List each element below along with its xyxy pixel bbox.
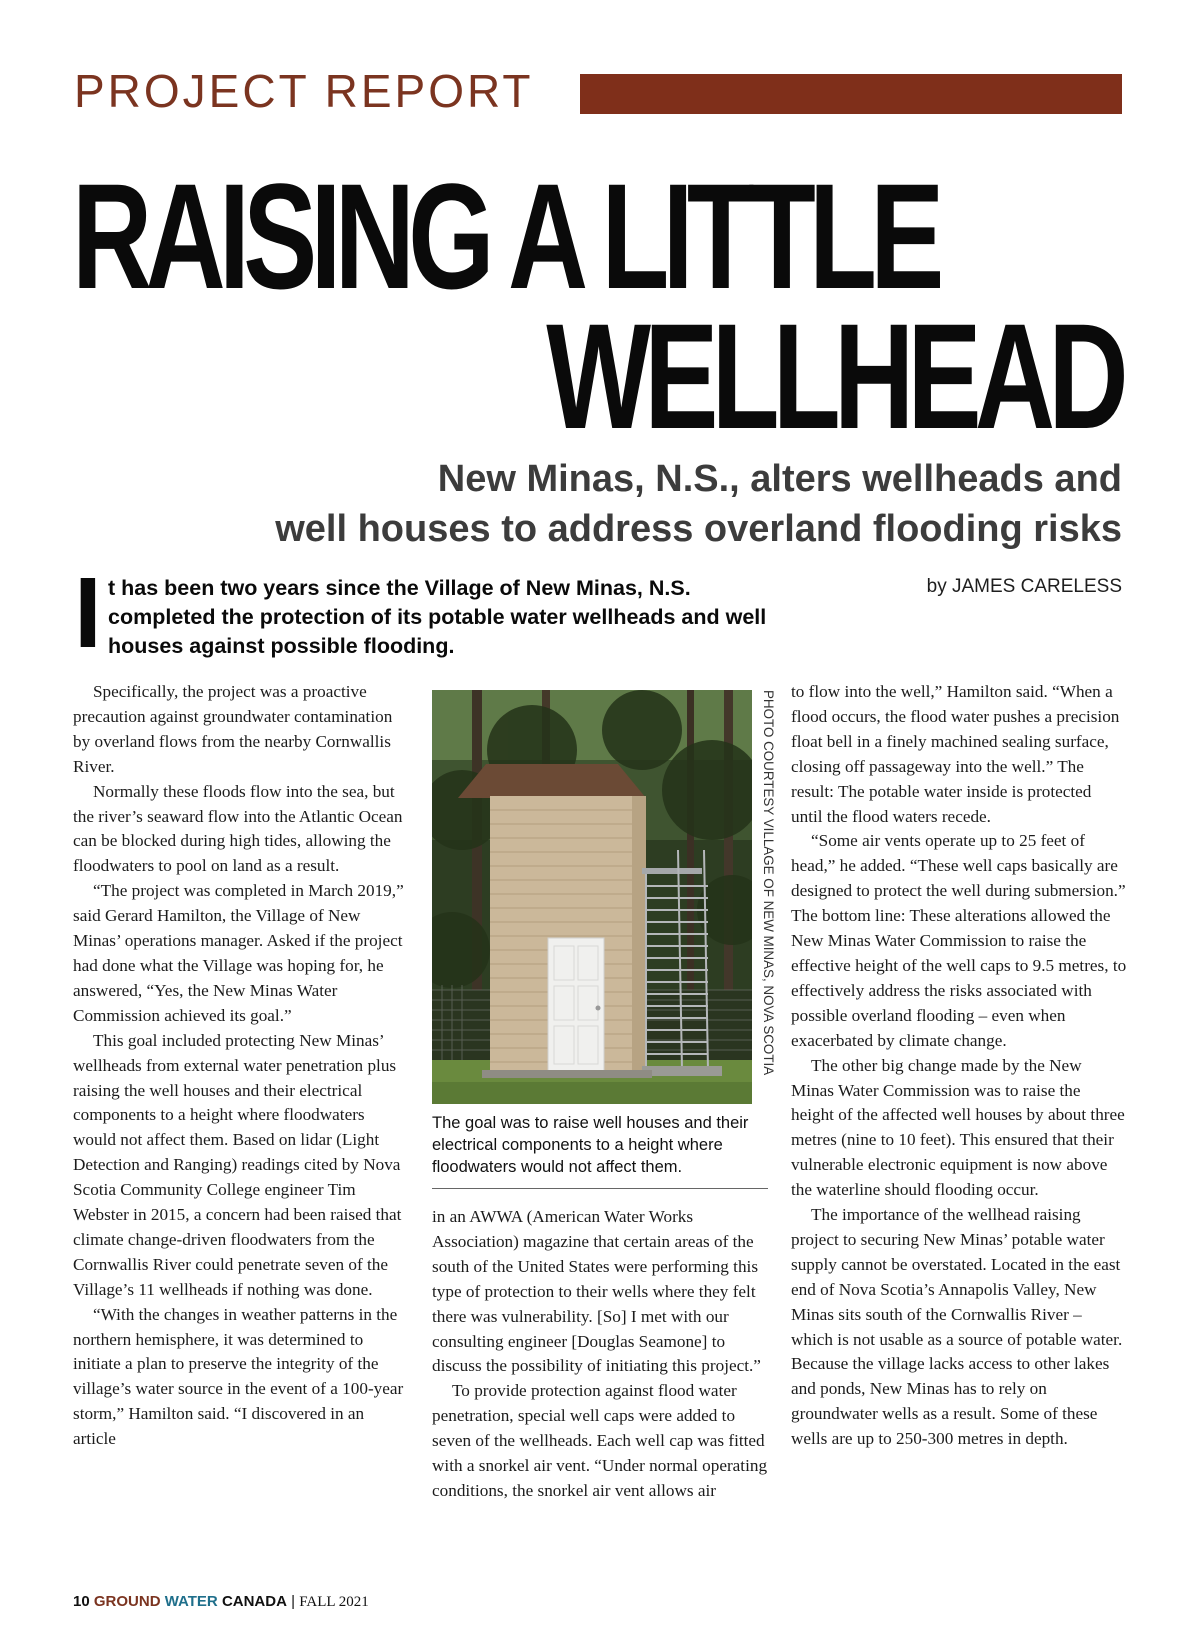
paragraph: Specifically, the project was a proactive precaution against groundwater contamination by overland flows from the nearby Cornwallis River. [73,682,393,776]
subheadline-line-2: well houses to address overland flooding risks [275,508,1122,550]
paragraph: The other big change made by the New Minas Water Commission was to raise the height of the affected well houses by about three metres (nine to 10 feet). This ensured that their vulnerable electronic equipment is now above the waterline should flooding occur. [791,1055,1125,1200]
section-header-bar [580,74,1122,114]
photo-credit-text: PHOTO COURTESY VILLAGE OF NEW MINAS, NOVA SCOTIA [761,690,776,1076]
paragraph: “Some air vents operate up to 25 feet of head,” he added. “These well caps basically are designed to protect the well during submersion.” The bottom line: These alterations allowed the New Minas Water Commission to raise the effective height of the well caps to 9.5 metres, to effectively address the risks associated with possible overland flooding – even when exacerbated by climate change. [791,831,1127,1050]
lede-paragraph: t has been two years since the Village of New Minas, N.S. completed the protection of its potable water wellheads and well houses against possible flooding. [108,576,767,658]
magazine-name-ground: GROUND [93,1593,161,1610]
article-column-2 [432,1205,768,1504]
well-house-photo [432,690,752,1104]
photo-caption: The goal was to raise well houses and their electrical components to a height where floodwaters would not affect them. [432,1114,749,1176]
paragraph: “With the changes in weather patterns in the northern hemisphere, it was determined to initiate a plan to preserve the integrity of the village’s water source in the event of a 100-year storm,” Hamilton said. “I discovered in an article [73,1304,404,1449]
issue-date: FALL 2021 [299,1594,369,1610]
article-column-1 [73,680,409,1452]
footer-separator: | [291,1593,296,1610]
magazine-name-canada: CANADA [221,1593,287,1610]
subheadline [122,454,1122,554]
article-column-3 [791,680,1127,1452]
paragraph: to flow into the well,” Hamilton said. “When a flood occurs, the flood water pushes a precision float bell in a finely machined sealing surface, closing off passageway into the well.” The result: The potable water inside is protected until the flood waters recede. [791,682,1120,826]
paragraph: This goal included protecting New Minas’ wellheads from external water penetration plus raising the well houses and their electrical components to a height where floodwaters would not affect them. Based on lidar (Light Detection and Ranging) readings cited by Nova Scotia Community College engineer Tim Webster in 2015, a concern had been raised that climate change-driven floodwaters from the Cornwallis River could penetrate seven of the Village’s 11 wellheads if nothing was done. [73,1030,402,1299]
magazine-name-water: WATER [164,1593,218,1610]
page-number: 10 [73,1593,90,1610]
paragraph: The importance of the wellhead raising project to securing New Minas’ potable water supply cannot be overstated. Located in the east end of Nova Scotia’s Annapolis Valley, New Minas sits south of the Cornwallis River – which is not usable as a source of potable water. Because the village lacks access to other lakes and ponds, New Minas has to rely on groundwater wells as a result. Some of these wells are up to 250-300 metres in depth. [791,1205,1123,1449]
paragraph: To provide protection against flood water penetration, special well caps were added to seven of the wellheads. Each well cap was fitted with a snorkel air vent. “Under normal operating conditions, the snorkel air vent allows air [432,1381,768,1500]
paragraph: “The project was completed in March 2019,” said Gerard Hamilton, the Village of New Minas’ operations manager. Asked if the project had done what the Village was hoping for, he answered, “Yes, the New Minas Water Commission achieved its goal.” [73,881,404,1025]
photo-credit [757,690,779,1104]
headline-line-1: RAISING A LITTLE [72,152,938,320]
caption-divider [432,1188,768,1189]
paragraph: in an AWWA (American Water Works Association) magazine that certain areas of the south of the United States were performing this type of protection to their wells where they felt there was vulnerability. [So] I met with our consulting engineer [Douglas Seamone] to discuss the possibility of initiating this project.” [432,1207,761,1376]
byline: by JAMES CARELESS [926,576,1122,597]
section-label: PROJECT REPORT [74,65,534,117]
headline-line-2: WELLHEAD [546,292,1122,460]
drop-cap: I [74,557,102,669]
paragraph: Normally these floods flow into the sea, but the river’s seaward flow into the Atlantic Ocean can be blocked during high tides, allowing the floodwaters to pool on land as a result. [73,781,403,876]
subheadline-line-1: New Minas, N.S., alters wellheads and [437,458,1122,500]
page-footer [73,1593,369,1611]
